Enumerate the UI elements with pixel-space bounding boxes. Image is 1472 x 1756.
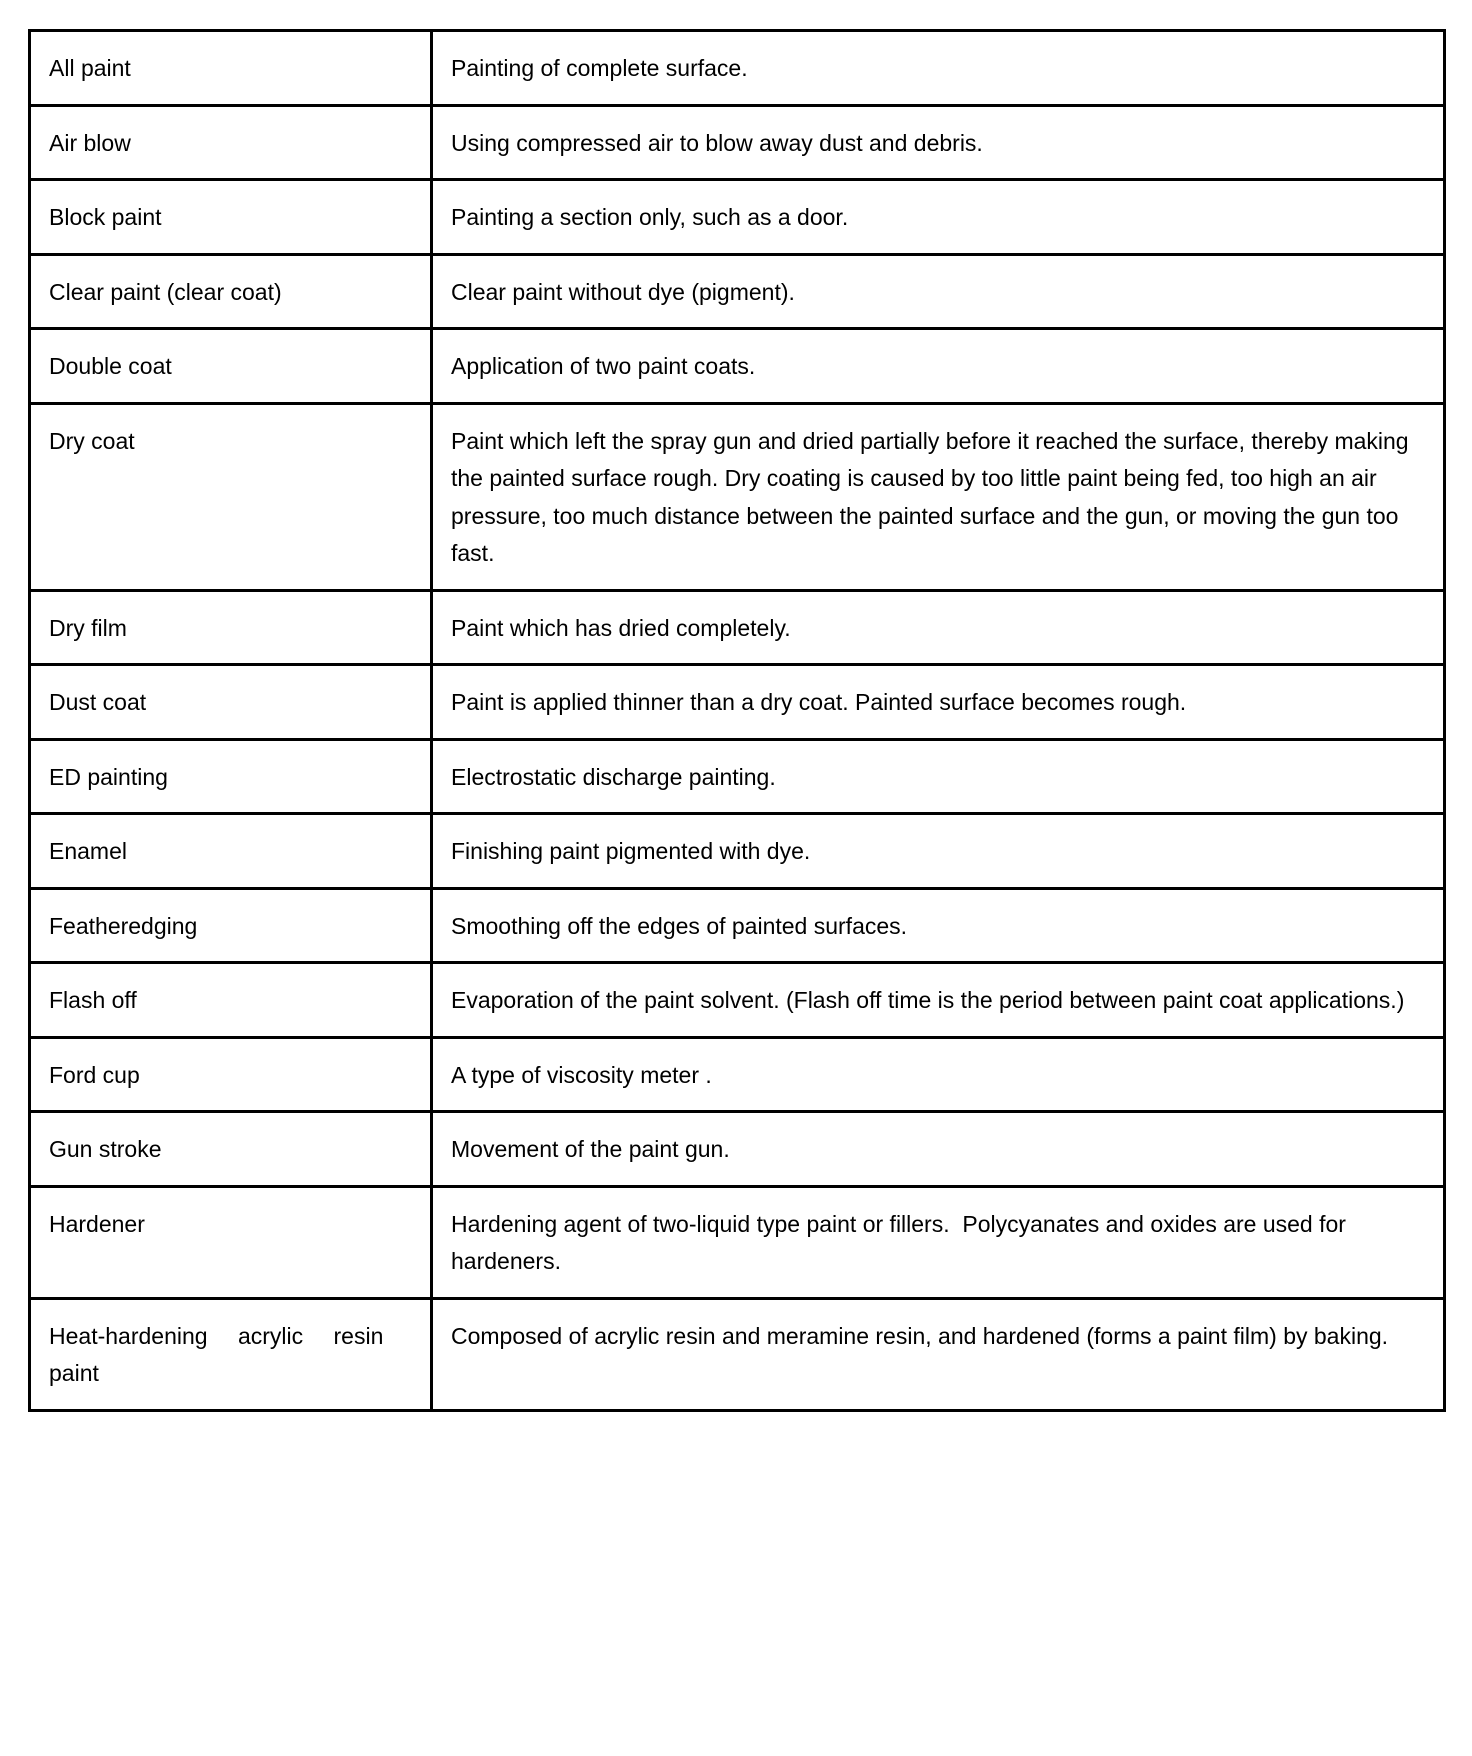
definition-text: Hardening agent of two-liquid type paint or fillers. Polycyanates and oxides are used for hardeners. bbox=[451, 1210, 1353, 1274]
glossary-table bbox=[28, 29, 1446, 1412]
table-row bbox=[30, 105, 1445, 180]
term-text: Dry coat bbox=[49, 427, 135, 454]
definition-cell bbox=[432, 590, 1445, 665]
definition-text: Evaporation of the paint solvent. (Flash off time is the period between paint coat applications.) bbox=[451, 987, 1405, 1013]
term-text: Heat-hardening acrylic resin paint bbox=[49, 1322, 414, 1386]
term-text: Hardener bbox=[49, 1210, 145, 1237]
table-row bbox=[30, 888, 1445, 963]
table-row bbox=[30, 963, 1445, 1038]
term-cell bbox=[30, 403, 432, 590]
definition-text: Paint which has dried completely. bbox=[451, 614, 791, 641]
definition-cell bbox=[432, 1298, 1445, 1410]
term-cell bbox=[30, 254, 432, 329]
definition-cell bbox=[432, 1112, 1445, 1187]
term-text: Enamel bbox=[49, 838, 127, 864]
table-row bbox=[30, 403, 1445, 590]
definition-text: Paint which left the spray gun and dried partially before it reached the surface, thereby making the painted surface rough. Dry coating is caused by too little paint being fed, too high an air pressure, too much distance between the painted surface and the gun, or moving the gun too fast. bbox=[451, 427, 1415, 566]
definition-cell bbox=[432, 254, 1445, 329]
definition-text: Clear paint without dye (pigment). bbox=[451, 278, 795, 305]
table-row bbox=[30, 1186, 1445, 1298]
table-row bbox=[30, 1037, 1445, 1112]
definition-cell bbox=[432, 1186, 1445, 1298]
table-row bbox=[30, 739, 1445, 814]
table-row bbox=[30, 1112, 1445, 1187]
term-text: ED painting bbox=[49, 763, 168, 790]
term-text: Dry film bbox=[49, 614, 127, 641]
table-row bbox=[30, 31, 1445, 106]
table-row bbox=[30, 180, 1445, 255]
term-cell bbox=[30, 105, 432, 180]
table-row bbox=[30, 329, 1445, 404]
term-text: Dust coat bbox=[49, 689, 147, 715]
term-cell bbox=[30, 888, 432, 963]
definition-cell bbox=[432, 329, 1445, 404]
definition-text: Painting of complete surface. bbox=[451, 55, 748, 81]
definition-cell bbox=[432, 1037, 1445, 1112]
definition-text: Electrostatic discharge painting. bbox=[451, 763, 776, 790]
term-text: Flash off bbox=[49, 987, 137, 1013]
term-cell bbox=[30, 739, 432, 814]
term-cell bbox=[30, 1037, 432, 1112]
term-cell bbox=[30, 665, 432, 740]
definition-text: Application of two paint coats. bbox=[451, 353, 756, 379]
term-text: Ford cup bbox=[49, 1061, 140, 1088]
definition-text: Painting a section only, such as a door. bbox=[451, 204, 849, 230]
table-row bbox=[30, 665, 1445, 740]
term-text: Double coat bbox=[49, 353, 172, 379]
term-cell bbox=[30, 1112, 432, 1187]
definition-text: Movement of the paint gun. bbox=[451, 1136, 730, 1162]
table-row bbox=[30, 254, 1445, 329]
definition-text: Finishing paint pigmented with dye. bbox=[451, 838, 811, 864]
definition-text: Smoothing off the edges of painted surfaces. bbox=[451, 912, 908, 939]
term-cell bbox=[30, 1298, 432, 1410]
definition-cell bbox=[432, 180, 1445, 255]
definition-text: Paint is applied thinner than a dry coat. Painted surface becomes rough. bbox=[451, 689, 1187, 715]
definition-cell bbox=[432, 105, 1445, 180]
definition-cell bbox=[432, 888, 1445, 963]
term-text: Featheredging bbox=[49, 912, 198, 939]
definition-cell bbox=[432, 739, 1445, 814]
term-cell bbox=[30, 180, 432, 255]
definition-cell bbox=[432, 665, 1445, 740]
table-row bbox=[30, 590, 1445, 665]
definition-cell bbox=[432, 31, 1445, 106]
glossary-body bbox=[30, 31, 1445, 1411]
term-text: All paint bbox=[49, 55, 131, 81]
term-cell bbox=[30, 963, 432, 1038]
term-text: Block paint bbox=[49, 204, 162, 230]
term-cell bbox=[30, 31, 432, 106]
definition-text: Composed of acrylic resin and meramine resin, and hardened (forms a paint film) by baking. bbox=[451, 1322, 1389, 1349]
table-row bbox=[30, 1298, 1445, 1410]
definition-cell bbox=[432, 963, 1445, 1038]
term-text: Clear paint (clear coat) bbox=[49, 278, 282, 305]
definition-cell bbox=[432, 403, 1445, 590]
term-text: Gun stroke bbox=[49, 1136, 162, 1162]
definition-cell bbox=[432, 814, 1445, 889]
term-cell bbox=[30, 1186, 432, 1298]
term-text: Air blow bbox=[49, 129, 131, 156]
definition-text: Using compressed air to blow away dust and debris. bbox=[451, 129, 983, 156]
term-cell bbox=[30, 329, 432, 404]
definition-text: A type of viscosity meter . bbox=[451, 1061, 712, 1088]
table-row bbox=[30, 814, 1445, 889]
term-cell bbox=[30, 590, 432, 665]
term-cell bbox=[30, 814, 432, 889]
